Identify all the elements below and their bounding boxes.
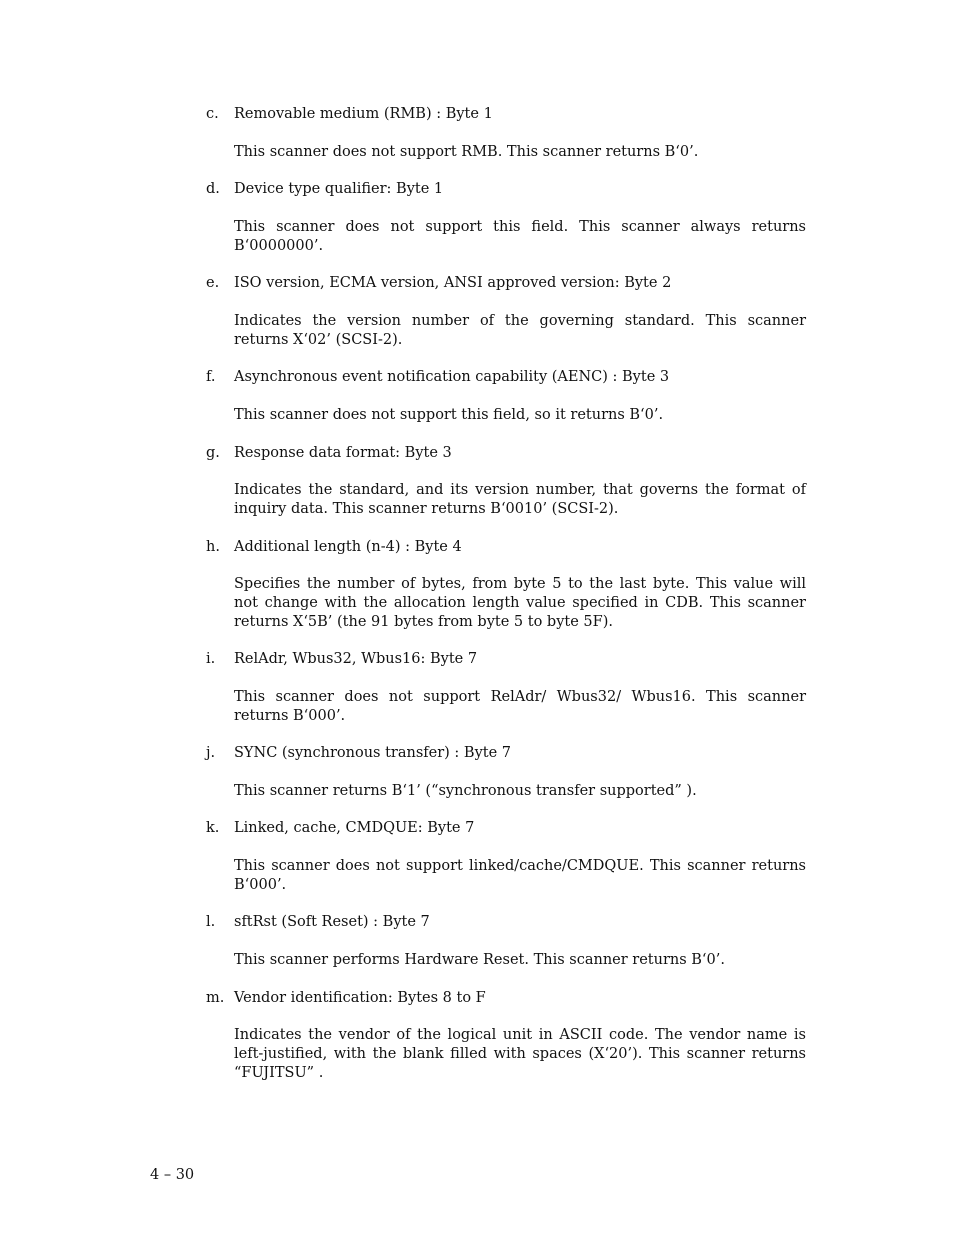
item-letter: l. — [206, 914, 216, 930]
item-body: This scanner does not support RMB. This scanner returns B‘0’. — [234, 144, 699, 160]
item-letter: m. — [206, 990, 225, 1006]
item-heading-text: sftRst (Soft Reset) : Byte 7 — [234, 914, 430, 930]
item-letter: c. — [206, 106, 219, 122]
item-letter: d. — [206, 181, 220, 197]
item-letter: i. — [206, 651, 216, 667]
item-letter: h. — [206, 539, 220, 555]
item-letter: e. — [206, 275, 220, 291]
item-heading-text: Linked, cache, CMDQUE: Byte 7 — [234, 820, 475, 836]
item-body: This scanner returns B‘1’ (“synchronous transfer supported” ). — [234, 783, 697, 799]
page-number: 4 – 30 — [150, 1167, 195, 1183]
item-heading-text: Asynchronous event notification capability (AENC) : Byte 3 — [234, 369, 670, 385]
item-body: Indicates the standard, and its version number, that governs the format of inquiry data. This scanner returns B‘0010’ (SCSI-2). — [234, 482, 806, 517]
item-heading-text: Device type qualifier: Byte 1 — [234, 181, 444, 197]
item-heading-text: RelAdr, Wbus32, Wbus16: Byte 7 — [234, 651, 478, 667]
item-letter: k. — [206, 820, 220, 836]
item-heading-text: ISO version, ECMA version, ANSI approved version: Byte 2 — [234, 275, 672, 291]
item-body: This scanner does not support RelAdr/ Wbus32/ Wbus16. This scanner returns B‘000’. — [234, 689, 806, 724]
item-body: This scanner does not support this field, so it returns B‘0’. — [234, 407, 664, 423]
item-letter: g. — [206, 445, 220, 461]
item-heading-text: SYNC (synchronous transfer) : Byte 7 — [234, 745, 512, 761]
item-body: Indicates the version number of the governing standard. This scanner returns X‘02’ (SCSI-2). — [234, 313, 806, 348]
item-letter: j. — [206, 745, 216, 761]
item-heading-text: Vendor identification: Bytes 8 to F — [234, 990, 486, 1006]
item-body: This scanner does not support this field. This scanner always returns B‘0000000’. — [234, 219, 806, 254]
item-heading-text: Additional length (n-4) : Byte 4 — [234, 539, 462, 555]
item-heading-text: Removable medium (RMB) : Byte 1 — [234, 106, 493, 122]
item-letter: f. — [206, 369, 216, 385]
item-body: This scanner does not support linked/cache/CMDQUE. This scanner returns B‘000’. — [234, 858, 806, 893]
item-heading-text: Response data format: Byte 3 — [234, 445, 452, 461]
item-body: This scanner performs Hardware Reset. This scanner returns B‘0’. — [234, 952, 725, 968]
item-body: Specifies the number of bytes, from byte 5 to the last byte. This value will not change with the allocation length value specified in CDB. This scanner returns X‘5B’ (the 91 bytes from byte 5 to byte 5F). — [234, 576, 806, 630]
item-body: Indicates the vendor of the logical unit in ASCII code. The vendor name is left-justified, with the blank filled with spaces (X‘20’). This scanner returns “FUJITSU” . — [234, 1027, 806, 1081]
